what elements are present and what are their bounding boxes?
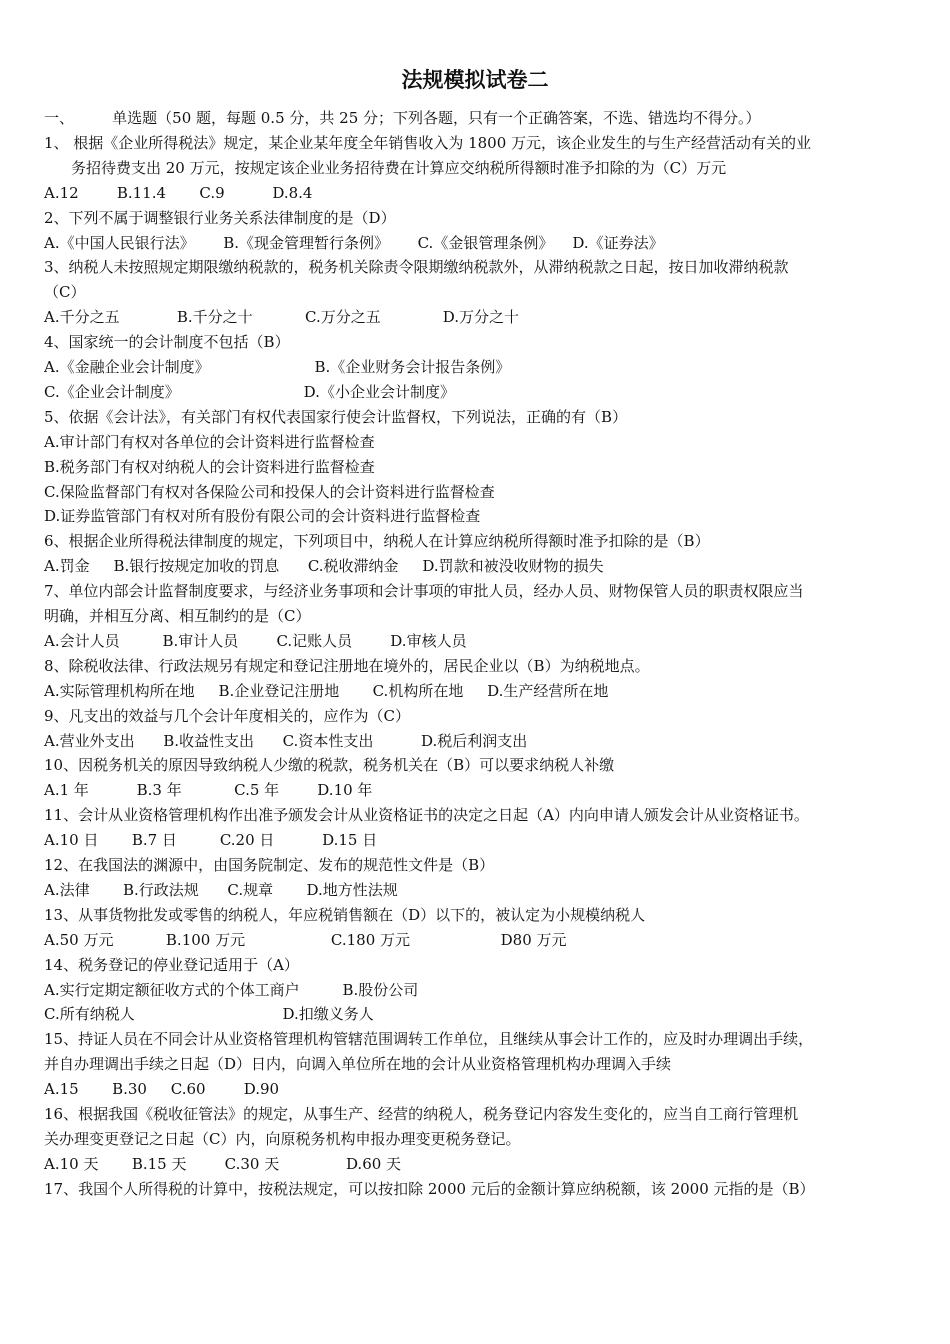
text-line: A.罚金 B.银行按规定加收的罚息 C.税收滞纳金 D.罚款和被没收财物的损失 [44, 557, 604, 575]
text-line: A.法律 B.行政法规 C.规章 D.地方性法规 [44, 881, 398, 899]
text-line: 7、单位内部会计监督制度要求，与经济业务事项和会计事项的审批人员，经办人员、财物保管人员的职责权限应当 [44, 582, 804, 600]
text-line: 2、下列不属于调整银行业务关系法律制度的是（D） [44, 209, 396, 227]
text-line: 并自办理调出手续之日起（D）日内，向调入单位所在地的会计从业资格管理机构办理调入手续 [44, 1055, 672, 1073]
text-line: 6、根据企业所得税法律制度的规定，下列项目中，纳税人在计算应纳税所得额时准予扣除的是（B） [44, 532, 710, 550]
text-line: 15、持证人员在不同会计从业资格管理机构管辖范围调转工作单位，且继续从事会计工作的，应及时办理调出手续， [44, 1030, 814, 1048]
text-line: 14、税务登记的停业登记适用于（A） [44, 956, 299, 974]
text-line: D.证券监管部门有权对所有股份有限公司的会计资料进行监督检查 [44, 507, 481, 525]
text-line: 务招待费支出 20 万元，按规定该企业业务招待费在计算应交纳税所得额时准予扣除的为（C）万元 [71, 159, 727, 177]
text-line: 16、根据我国《税收征管法》的规定，从事生产、经营的纳税人，税务登记内容发生变化的，应当自工商行管理机 [44, 1105, 799, 1123]
text-line: A.15 B.30 C.60 D.90 [44, 1080, 280, 1098]
text-line: 3、纳税人未按照规定期限缴纳税款的，税务机关除责令限期缴纳税款外，从滞纳税款之日起，按日加收滞纳税款 [44, 258, 789, 276]
text-line: 4、国家统一的会计制度不包括（B） [44, 333, 290, 351]
page-title: 法规模拟试卷二 [401, 67, 549, 92]
text-line: A.实际管理机构所在地 B.企业登记注册地 C.机构所在地 D.生产经营所在地 [44, 682, 609, 700]
text-line: A.会计人员 B.审计人员 C.记账人员 D.审核人员 [44, 632, 467, 650]
text-line: 明确，并相互分离、相互制约的是（C） [44, 607, 311, 625]
text-line: 10、因税务机关的原因导致纳税人少缴的税款，税务机关在（B）可以要求纳税人补缴 [44, 756, 615, 774]
text-line: 关办理变更登记之日起（C）内，向原税务机构申报办理变更税务登记。 [44, 1130, 521, 1148]
text-line: C.所有纳税人 D.扣缴义务人 [44, 1005, 374, 1023]
text-line: A.实行定期定额征收方式的个体工商户 B.股份公司 [44, 981, 419, 999]
text-line: A.12 B.11.4 C.9 D.8.4 [44, 184, 313, 202]
text-line: 12、在我国法的渊源中，由国务院制定、发布的规范性文件是（B） [44, 856, 495, 874]
text-line: B.税务部门有权对纳税人的会计资料进行监督检查 [44, 458, 375, 476]
text-line: （C） [44, 283, 86, 301]
text-line: 一、 单选题（50 题，每题 0.5 分，共 25 分；下列各题，只有一个正确答案，不选、错选均不得分。） [44, 109, 761, 127]
text-line: A.10 天 B.15 天 C.30 天 D.60 天 [44, 1155, 402, 1173]
text-line: A.营业外支出 B.收益性支出 C.资本性支出 D.税后利润支出 [44, 732, 528, 750]
text-line: 9、凡支出的效益与几个会计年度相关的，应作为（C） [44, 707, 411, 725]
text-line: A.《中国人民银行法》 B.《现金管理暂行条例》 C.《金银管理条例》 D.《证券法》 [44, 234, 664, 252]
text-line: A.50 万元 B.100 万元 C.180 万元 D80 万元 [44, 931, 567, 949]
text-line: C.《企业会计制度》 D.《小企业会计制度》 [44, 383, 455, 401]
text-line: A.千分之五 B.千分之十 C.万分之五 D.万分之十 [44, 308, 520, 326]
text-line: A.审计部门有权对各单位的会计资料进行监督检查 [44, 433, 375, 451]
text-line: 1、 根据《企业所得税法》规定，某企业某年度全年销售收入为 1800 万元，该企业发生的与生产经营活动有关的业 [44, 134, 812, 152]
text-line: 13、从事货物批发或零售的纳税人，年应税销售额在（D）以下的，被认定为小规模纳税人 [44, 906, 646, 924]
text-line: 8、除税收法律、行政法规另有规定和登记注册地在境外的，居民企业以（B）为纳税地点。 [44, 657, 650, 675]
text-line: A.10 日 B.7 日 C.20 日 D.15 日 [44, 831, 378, 849]
text-line: A.《金融企业会计制度》 B.《企业财务会计报告条例》 [44, 358, 511, 376]
text-line: 5、依据《会计法》，有关部门有权代表国家行使会计监督权，下列说法，正确的有（B） [44, 408, 628, 426]
text-line: 17、我国个人所得税的计算中，按税法规定，可以按扣除 2000 元后的金额计算应纳税额，该 2000 元指的是（B） [44, 1180, 815, 1198]
text-line: A.1 年 B.3 年 C.5 年 D.10 年 [44, 781, 373, 799]
text-line: 11、会计从业资格管理机构作出准予颁发会计从业资格证书的决定之日起（A）内向申请人颁发会计从业资格证书。 [44, 806, 809, 824]
text-line: C.保险监督部门有权对各保险公司和投保人的会计资料进行监督检查 [44, 483, 495, 501]
